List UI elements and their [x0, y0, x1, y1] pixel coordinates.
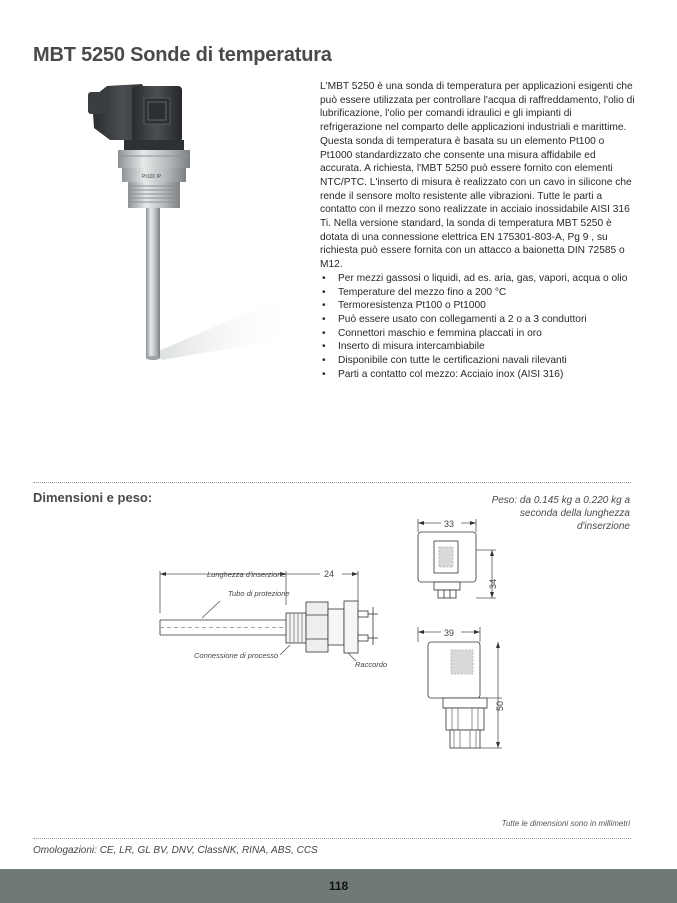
- dimension-24: 24: [324, 569, 335, 579]
- label-insertion-length: Lunghezza d'inserzione: [207, 570, 286, 579]
- connector-side-view: [418, 627, 502, 748]
- dimension-34: 34: [488, 578, 498, 589]
- bullet-icon: •: [322, 286, 326, 298]
- list-item: • Può essere usato con collegamenti a 2 o a 3 conduttori: [322, 313, 587, 325]
- list-item: • Parti a contatto col mezzo: Acciaio inox (AISI 316): [322, 368, 564, 380]
- list-item: • Termoresistenza Pt100 o Pt1000: [322, 300, 486, 312]
- dimension-39: 39: [444, 628, 455, 638]
- feature-list: [320, 272, 636, 382]
- weight-note: Peso: da 0.145 kg a 0.220 kg a seconda della lunghezza d'inserzione: [491, 495, 630, 532]
- bullet-icon: •: [322, 327, 326, 339]
- bullet-icon: •: [322, 355, 326, 367]
- page-title: MBT 5250 Sonde di temperatura: [33, 44, 332, 66]
- dimensions-heading: Dimensioni e peso:: [33, 490, 153, 505]
- list-item: • Disponibile con tutte le certificazioni navali rilevanti: [322, 355, 567, 367]
- dimension-drawing: [150, 505, 650, 765]
- list-item: • Temperature del mezzo fino a 200 °C: [322, 286, 507, 298]
- bullet-icon: •: [322, 341, 326, 353]
- bullet-icon: •: [322, 272, 326, 284]
- bullet-icon: •: [322, 300, 326, 312]
- product-photo: [82, 78, 292, 368]
- svg-text:Pt100 IP: Pt100 IP: [142, 174, 162, 180]
- bullet-icon: •: [322, 368, 326, 380]
- label-protection-tube: Tubo di protezione: [228, 589, 290, 598]
- label-fitting: Raccordo: [355, 660, 388, 669]
- page-number: 118: [328, 879, 349, 893]
- list-item: • Inserto di misura intercambiabile: [322, 341, 485, 353]
- list-item: • Connettori maschio e femmina placcati in oro: [322, 327, 542, 339]
- dimension-33: 33: [444, 519, 455, 529]
- units-note: Tutte le dimensioni sono in millimetri: [501, 819, 630, 828]
- bullet-icon: •: [322, 313, 326, 325]
- approvals-line: Omologazioni: CE, LR, GL BV, DNV, ClassNK, RINA, ABS, CCS: [33, 845, 318, 856]
- list-item: • Per mezzi gassosi o liquidi, ad es. aria, gas, vapori, acqua o olio: [322, 272, 628, 284]
- label-process-connection: Connessione di processo: [194, 651, 279, 660]
- connector-front-view: [418, 519, 496, 598]
- section-divider: [33, 838, 631, 839]
- side-view: [160, 601, 378, 653]
- description-paragraph: L'MBT 5250 è una sonda di temperatura per applicazioni esigenti che può essere utilizzata per controllare l'acqua di raffreddamento, l'olio di lubrificazione, l'olio per comandi idraulici e gli impianti di refrigerazione nel comparto delle applicazioni industriali e marittime. Questa sonda di temperatura è basata su un elemento Pt100 o Pt1000 standardizzato che consente una misura affidabile ed accurata. A richiesta, l'MBT 5250 può essere fornito con elementi NTC/PTC. L'inserto di misura è realizzato con un cavo in silicone che rende il sensore molto resistente alle vibrazioni. Tutte le parti a contatto con il mezzo sono realizzate in acciaio inossidabile AISI 316 Ti. Nella versione standard, la sonda di temperatura MBT 5250 è dotata di una connessione elettrica EN 175301-803-A, Pg 9 , su richiesta può essere fornita con un attacco a baionetta DIN 72585 o M12.: [320, 81, 635, 271]
- product-description: [320, 80, 636, 381]
- section-divider: [33, 482, 631, 483]
- dimension-50: 50: [495, 700, 505, 711]
- page-footer: [0, 869, 677, 903]
